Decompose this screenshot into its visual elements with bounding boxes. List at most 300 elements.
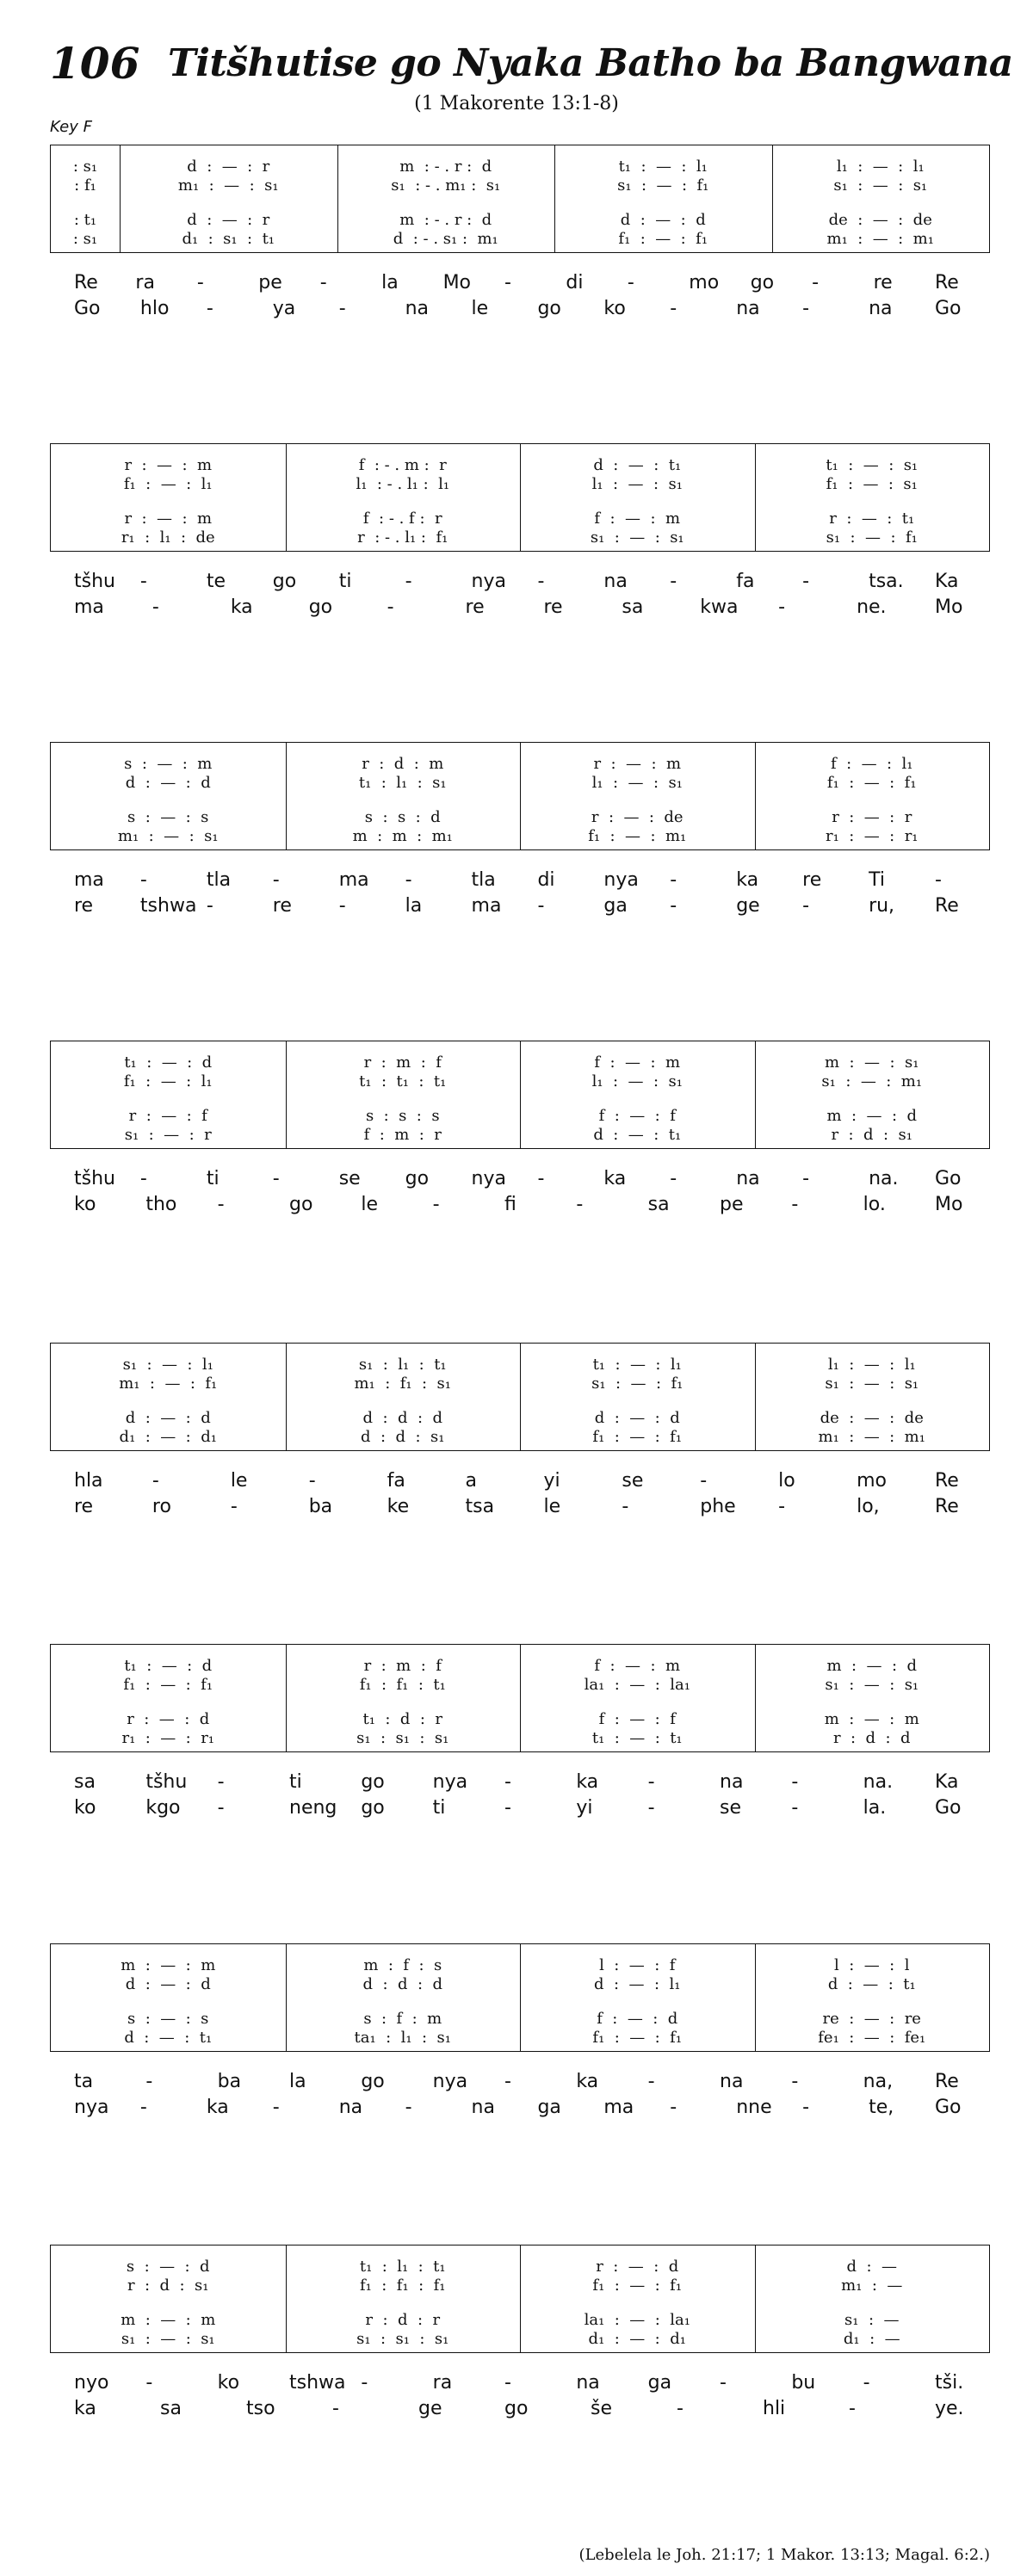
lyric-syllable: go bbox=[504, 2398, 529, 2419]
note-tenor: : t₁ bbox=[73, 211, 97, 229]
note-bass: d₁ : — : d₁ bbox=[119, 1428, 217, 1446]
lyric-syllable: Re bbox=[935, 895, 959, 917]
lyric-syllable: go bbox=[308, 596, 333, 618]
note-alto: l₁ : — : s₁ bbox=[591, 1072, 683, 1090]
lyric-syllable: bu bbox=[791, 2372, 816, 2394]
note-bass: m₁ : — : m₁ bbox=[826, 230, 934, 248]
note-bass: r₁ : — : r₁ bbox=[825, 827, 919, 845]
note-alto: f₁ : f₁ : t₁ bbox=[359, 1676, 446, 1694]
lyric-syllable: na bbox=[471, 2097, 495, 2118]
lyric-syllable: nya bbox=[603, 869, 639, 891]
note-bass: d₁ : — : d₁ bbox=[588, 2330, 686, 2348]
lyric-line bbox=[50, 2097, 990, 2148]
note-alto: d : — : d bbox=[125, 774, 211, 792]
lyric-syllable: Ka bbox=[935, 571, 959, 592]
lyric-syllable: hla bbox=[74, 1470, 103, 1492]
barline bbox=[286, 1041, 287, 1148]
note-bass: r₁ : — : r₁ bbox=[121, 1729, 215, 1747]
note-soprano: d : — bbox=[846, 2258, 897, 2276]
lyric-syllable: Go bbox=[935, 1797, 962, 1819]
note-tenor: s₁ : — bbox=[844, 2311, 900, 2329]
note-bass: s₁ : — : s₁ bbox=[590, 528, 684, 547]
lyric-syllable: - bbox=[405, 2097, 412, 2118]
barline bbox=[755, 743, 756, 849]
note-tenor: r : — : d bbox=[127, 1710, 210, 1728]
note-tenor: d : — : d bbox=[594, 1409, 680, 1427]
note-bass: f₁ : — : f₁ bbox=[592, 1428, 683, 1446]
lyric-syllable: na bbox=[720, 2071, 744, 2092]
note-soprano: t₁ : — : l₁ bbox=[592, 1356, 682, 1374]
note-bass: m : m : m₁ bbox=[352, 827, 453, 845]
lyric-syllable: - bbox=[338, 298, 346, 319]
note-tenor: m : - . r : d bbox=[399, 211, 492, 229]
note-alto: m₁ : f₁ : s₁ bbox=[354, 1374, 452, 1393]
lyric-syllable: kgo bbox=[145, 1797, 181, 1819]
note-tenor: m : — : m bbox=[121, 2311, 216, 2329]
lyric-syllable: hlo bbox=[139, 298, 170, 319]
lyric-syllable: ra bbox=[135, 272, 155, 293]
lyric-syllable: ti bbox=[432, 1797, 446, 1819]
scripture-reference: (1 Makorente 13:1-8) bbox=[414, 93, 619, 114]
lyric-syllable: te, bbox=[869, 2097, 894, 2118]
note-bass: fe₁ : — : fe₁ bbox=[818, 2029, 926, 2047]
note-soprano: r : — : m bbox=[124, 456, 213, 474]
lyric-syllable: - bbox=[152, 596, 159, 618]
barline bbox=[772, 145, 773, 252]
lyric-syllable: na. bbox=[863, 1771, 894, 1793]
note-tenor: t₁ : d : r bbox=[362, 1710, 442, 1728]
note-soprano: s : — : m bbox=[124, 755, 213, 773]
barline bbox=[286, 444, 287, 551]
note-tenor: la₁ : — : la₁ bbox=[584, 2311, 690, 2329]
lyric-syllable: - bbox=[627, 272, 634, 293]
lyric-syllable: go bbox=[289, 1194, 313, 1215]
lyric-line bbox=[50, 596, 990, 648]
note-bass: f : m : r bbox=[363, 1126, 442, 1144]
lyric-syllable: ka bbox=[206, 2097, 229, 2118]
lyric-syllable: ge bbox=[736, 895, 760, 917]
barline bbox=[520, 444, 521, 551]
lyric-syllable: tshwa bbox=[139, 895, 197, 917]
lyric-syllable: ko bbox=[74, 1194, 96, 1215]
note-tenor: f : — : f bbox=[598, 1107, 676, 1125]
lyric-syllable: - bbox=[308, 1470, 316, 1492]
lyric-syllable: - bbox=[791, 1771, 799, 1793]
lyric-syllable: la bbox=[289, 2071, 306, 2092]
lyric-syllable: - bbox=[537, 1168, 545, 1189]
barline bbox=[755, 1645, 756, 1751]
barline bbox=[120, 145, 121, 252]
lyric-syllable: go bbox=[361, 2071, 385, 2092]
note-soprano: r : — : d bbox=[596, 2258, 679, 2276]
lyric-syllable: ga bbox=[537, 2097, 561, 2118]
lyric-syllable: re bbox=[74, 895, 94, 917]
staff-box bbox=[50, 1943, 990, 2052]
lyric-syllable: pe bbox=[258, 272, 282, 293]
footnote: (Lebelela le Joh. 21:17; 1 Makor. 13:13; Magal. 6:2.) bbox=[578, 2546, 990, 2564]
staff-box bbox=[50, 1644, 990, 1752]
lyric-syllable: ma bbox=[74, 596, 104, 618]
lyric-syllable: tla bbox=[206, 869, 232, 891]
note-bass: r : d : s₁ bbox=[831, 1126, 912, 1144]
note-tenor: r : — : m bbox=[124, 510, 213, 528]
lyric-syllable: - bbox=[863, 2372, 870, 2394]
note-alto: t₁ : t₁ : t₁ bbox=[359, 1072, 447, 1090]
lyric-syllable: - bbox=[647, 1797, 655, 1819]
barline bbox=[286, 1645, 287, 1751]
note-alto: s₁ : — : s₁ bbox=[825, 1676, 919, 1694]
lyric-syllable: tsa bbox=[465, 1496, 495, 1517]
lyric-syllable: go bbox=[750, 272, 775, 293]
staff-box bbox=[50, 742, 990, 850]
lyric-syllable: ka bbox=[576, 2071, 599, 2092]
lyric-syllable: phe bbox=[700, 1496, 736, 1517]
lyric-syllable: - bbox=[139, 571, 147, 592]
lyric-syllable: - bbox=[622, 1496, 629, 1517]
lyric-syllable: - bbox=[217, 1194, 225, 1215]
lyric-syllable: kwa bbox=[700, 596, 739, 618]
lyric-syllable: - bbox=[217, 1771, 225, 1793]
lyric-syllable: ga bbox=[603, 895, 628, 917]
lyric-syllable: ra bbox=[432, 2372, 453, 2394]
note-alto: d : d : d bbox=[362, 1975, 442, 1993]
note-bass: f₁ : — : f₁ bbox=[592, 2029, 683, 2047]
lyric-syllable: - bbox=[802, 571, 810, 592]
lyric-syllable: - bbox=[196, 272, 204, 293]
note-soprano: d : — : t₁ bbox=[593, 456, 682, 474]
lyric-syllable: pe bbox=[720, 1194, 744, 1215]
note-tenor: s : — : s bbox=[127, 808, 209, 826]
lyric-syllable: go bbox=[361, 1771, 385, 1793]
lyric-syllable: le bbox=[361, 1194, 378, 1215]
note-tenor: f : — : d bbox=[597, 2010, 678, 2028]
lyric-syllable: - bbox=[670, 869, 677, 891]
note-alto: f₁ : — : f₁ bbox=[826, 774, 917, 792]
key-signature: Key F bbox=[50, 118, 92, 136]
lyric-syllable: Go bbox=[935, 298, 962, 319]
lyric-syllable: se bbox=[720, 1797, 741, 1819]
note-soprano: l₁ : — : l₁ bbox=[836, 158, 925, 176]
barline bbox=[337, 145, 338, 252]
lyric-syllable: - bbox=[700, 1470, 708, 1492]
lyric-syllable: na bbox=[576, 2372, 600, 2394]
lyric-syllable: na bbox=[869, 298, 893, 319]
note-bass: d : — : t₁ bbox=[124, 2029, 213, 2047]
lyric-syllable: nya bbox=[471, 1168, 506, 1189]
lyric-syllable: la. bbox=[863, 1797, 887, 1819]
note-soprano: l : — : f bbox=[599, 1956, 676, 1974]
note-alto: s₁ : - . m₁ : s₁ bbox=[391, 176, 501, 195]
lyric-syllable: - bbox=[319, 272, 327, 293]
note-soprano: t₁ : — : s₁ bbox=[826, 456, 919, 474]
note-tenor: s : f : m bbox=[363, 2010, 442, 2028]
lyric-syllable: ru, bbox=[869, 895, 895, 917]
lyric-syllable: nyo bbox=[74, 2372, 109, 2394]
lyric-syllable: go bbox=[537, 298, 561, 319]
note-bass: m₁ : — : m₁ bbox=[818, 1428, 925, 1446]
lyric-syllable: ba bbox=[217, 2071, 242, 2092]
note-bass: f₁ : — : m₁ bbox=[588, 827, 687, 845]
lyric-syllable: Ka bbox=[935, 1771, 959, 1793]
lyric-syllable: na bbox=[338, 2097, 363, 2118]
note-alto: l₁ : — : s₁ bbox=[591, 774, 683, 792]
note-alto: d : — : d bbox=[125, 1975, 211, 1993]
note-bass: d₁ : s₁ : t₁ bbox=[182, 230, 275, 248]
lyric-syllable: le bbox=[471, 298, 489, 319]
lyric-syllable: Go bbox=[935, 1168, 962, 1189]
lyric-syllable: na bbox=[603, 571, 628, 592]
lyric-syllable: Go bbox=[935, 2097, 962, 2118]
lyric-syllable: - bbox=[670, 895, 677, 917]
lyric-line bbox=[50, 1797, 990, 1849]
lyric-syllable: - bbox=[139, 869, 147, 891]
note-bass: r : d : d bbox=[832, 1729, 911, 1747]
lyric-syllable: tšhu bbox=[145, 1771, 188, 1793]
lyric-syllable: - bbox=[670, 1168, 677, 1189]
lyric-syllable: mo bbox=[689, 272, 720, 293]
barline bbox=[755, 1041, 756, 1148]
note-alto: s₁ : — : s₁ bbox=[825, 1374, 919, 1393]
barline bbox=[755, 2246, 756, 2352]
lyric-syllable: - bbox=[778, 596, 786, 618]
lyric-syllable: ne. bbox=[857, 596, 887, 618]
lyric-syllable: mo bbox=[857, 1470, 887, 1492]
note-alto: d : — : l₁ bbox=[594, 1975, 681, 1993]
staff-box bbox=[50, 145, 990, 253]
note-tenor: s : s : d bbox=[364, 808, 441, 826]
lyric-syllable: - bbox=[778, 1496, 786, 1517]
lyric-syllable: - bbox=[332, 2398, 339, 2419]
lyric-syllable: - bbox=[152, 1470, 159, 1492]
lyric-line bbox=[50, 2398, 990, 2449]
lyric-syllable: - bbox=[361, 2372, 368, 2394]
lyric-syllable: - bbox=[504, 1771, 511, 1793]
lyric-syllable: sa bbox=[160, 2398, 182, 2419]
note-bass: d : — : t₁ bbox=[593, 1126, 682, 1144]
lyric-syllable: nya bbox=[471, 571, 506, 592]
note-alto: t₁ : l₁ : s₁ bbox=[358, 774, 447, 792]
lyric-syllable: nya bbox=[432, 2071, 468, 2092]
lyric-syllable: tho bbox=[145, 1194, 177, 1215]
lyric-syllable: - bbox=[670, 571, 677, 592]
lyric-syllable: ma bbox=[471, 895, 502, 917]
lyric-syllable: tši. bbox=[935, 2372, 964, 2394]
barline bbox=[520, 1944, 521, 2051]
note-alto: s₁ : — : s₁ bbox=[833, 176, 928, 195]
note-tenor: m : — : d bbox=[826, 1107, 917, 1125]
lyric-syllable: na bbox=[736, 298, 760, 319]
lyric-syllable: - bbox=[145, 2372, 153, 2394]
lyric-syllable: tshwa bbox=[289, 2372, 346, 2394]
lyric-syllable: ye. bbox=[935, 2398, 964, 2419]
lyric-syllable: la bbox=[381, 272, 399, 293]
lyric-syllable: - bbox=[791, 1797, 799, 1819]
lyric-syllable: ba bbox=[308, 1496, 333, 1517]
lyric-syllable: lo. bbox=[863, 1194, 886, 1215]
note-alto: f₁ : — : f₁ bbox=[123, 1676, 213, 1694]
note-alto: s₁ : — : m₁ bbox=[821, 1072, 923, 1090]
note-alto: la₁ : — : la₁ bbox=[584, 1676, 690, 1694]
lyric-syllable: - bbox=[802, 895, 810, 917]
lyric-syllable: tšhu bbox=[74, 1168, 115, 1189]
lyric-syllable: - bbox=[387, 596, 394, 618]
barline bbox=[286, 743, 287, 849]
note-soprano: t₁ : — : d bbox=[124, 1657, 213, 1675]
lyric-syllable: fa bbox=[387, 1470, 405, 1492]
note-bass: s₁ : — : r bbox=[124, 1126, 212, 1144]
lyric-syllable: - bbox=[504, 2372, 511, 2394]
lyric-syllable: re bbox=[543, 596, 563, 618]
note-tenor: m : — : m bbox=[824, 1710, 919, 1728]
lyric-syllable: - bbox=[139, 1168, 147, 1189]
note-soprano: s : — : d bbox=[126, 2258, 210, 2276]
lyric-syllable: tla bbox=[471, 869, 496, 891]
note-bass: s₁ : — : s₁ bbox=[121, 2330, 215, 2348]
note-soprano: t₁ : l₁ : t₁ bbox=[359, 2258, 446, 2276]
note-bass: r₁ : l₁ : de bbox=[121, 528, 215, 547]
lyric-syllable: Re bbox=[74, 272, 98, 293]
lyric-syllable: hli bbox=[763, 2398, 786, 2419]
note-tenor: f : - . f : r bbox=[362, 510, 442, 528]
barline bbox=[755, 1944, 756, 2051]
note-bass: d : - . s₁ : m₁ bbox=[393, 230, 498, 248]
lyric-syllable: na, bbox=[863, 2071, 894, 2092]
note-bass: : s₁ bbox=[72, 230, 98, 248]
lyric-syllable: tšhu bbox=[74, 571, 115, 592]
staff-box bbox=[50, 1343, 990, 1451]
note-tenor: d : — : d bbox=[125, 1409, 211, 1427]
lyric-syllable: la bbox=[405, 895, 423, 917]
note-alto: f₁ : — : l₁ bbox=[123, 475, 213, 493]
lyric-syllable: di bbox=[566, 272, 584, 293]
lyric-syllable: - bbox=[677, 2398, 684, 2419]
note-bass: s₁ : — : f₁ bbox=[826, 528, 918, 547]
lyric-syllable: nya bbox=[74, 2097, 109, 2118]
lyric-syllable: Re bbox=[935, 1470, 959, 1492]
lyric-syllable: yi bbox=[576, 1797, 593, 1819]
lyric-syllable: - bbox=[272, 2097, 280, 2118]
lyric-syllable: Re bbox=[935, 272, 959, 293]
note-soprano: f : — : m bbox=[594, 1053, 681, 1072]
lyric-syllable: - bbox=[720, 2372, 727, 2394]
lyric-syllable: - bbox=[338, 895, 346, 917]
lyric-syllable: le bbox=[543, 1496, 561, 1517]
note-tenor: de : — : de bbox=[820, 1409, 924, 1427]
note-tenor: r : — : r bbox=[832, 808, 912, 826]
lyric-syllable: - bbox=[576, 1194, 584, 1215]
note-tenor: d : — : r bbox=[187, 211, 270, 229]
lyric-syllable: ma bbox=[74, 869, 104, 891]
note-tenor: d : d : d bbox=[362, 1409, 442, 1427]
lyric-syllable: ko bbox=[217, 2372, 240, 2394]
lyric-syllable: sa bbox=[647, 1194, 670, 1215]
lyric-syllable: se bbox=[622, 1470, 644, 1492]
lyric-syllable: - bbox=[139, 2097, 147, 2118]
lyric-syllable: - bbox=[791, 2071, 799, 2092]
lyric-syllable: di bbox=[537, 869, 555, 891]
note-alto: d : — : t₁ bbox=[827, 1975, 916, 1993]
lyric-syllable: Go bbox=[74, 298, 101, 319]
lyric-syllable: - bbox=[647, 1771, 655, 1793]
lyric-line bbox=[50, 895, 990, 947]
note-soprano: r : d : m bbox=[362, 755, 444, 773]
note-tenor: r : — : f bbox=[128, 1107, 207, 1125]
note-alto: r : d : s₁ bbox=[127, 2276, 209, 2295]
lyric-syllable: ma bbox=[338, 869, 369, 891]
note-soprano: d : — : r bbox=[187, 158, 270, 176]
hymn-title: Titšhutise go Nyaka Batho ba Bangwana bbox=[168, 41, 1013, 85]
note-soprano: m : — : s₁ bbox=[825, 1053, 919, 1072]
barline bbox=[520, 1041, 521, 1148]
note-bass: f₁ : — : f₁ bbox=[618, 230, 708, 248]
note-tenor: s : s : s bbox=[365, 1107, 440, 1125]
note-tenor: f : — : f bbox=[598, 1710, 676, 1728]
note-alto: f₁ : — : s₁ bbox=[826, 475, 918, 493]
lyric-syllable: - bbox=[935, 869, 942, 891]
lyric-syllable: Mo bbox=[442, 272, 472, 293]
lyric-syllable: - bbox=[405, 571, 412, 592]
note-tenor: d : — : d bbox=[620, 211, 706, 229]
lyric-syllable: še bbox=[591, 2398, 612, 2419]
barline bbox=[520, 743, 521, 849]
lyric-syllable: a bbox=[465, 1470, 478, 1492]
lyric-syllable: - bbox=[145, 2071, 153, 2092]
lyric-syllable: - bbox=[670, 2097, 677, 2118]
staff-box bbox=[50, 443, 990, 552]
lyric-syllable: - bbox=[537, 571, 545, 592]
lyric-syllable: ka bbox=[736, 869, 759, 891]
note-soprano: : s₁ bbox=[72, 158, 98, 176]
lyric-syllable: - bbox=[537, 895, 545, 917]
note-bass: d : d : s₁ bbox=[361, 1428, 445, 1446]
note-tenor: f : — : m bbox=[594, 510, 681, 528]
note-tenor: r : — : t₁ bbox=[829, 510, 915, 528]
barline bbox=[755, 444, 756, 551]
lyric-syllable: - bbox=[504, 272, 511, 293]
lyric-syllable: re bbox=[802, 869, 822, 891]
lyric-syllable: ka bbox=[230, 596, 253, 618]
note-bass: s₁ : s₁ : s₁ bbox=[356, 2330, 449, 2348]
lyric-syllable: - bbox=[206, 298, 213, 319]
note-bass: m₁ : — : s₁ bbox=[117, 827, 219, 845]
note-alto: l₁ : — : s₁ bbox=[591, 475, 683, 493]
note-soprano: f : — : l₁ bbox=[830, 755, 913, 773]
note-tenor: re : — : re bbox=[822, 2010, 921, 2028]
lyric-syllable: fi bbox=[504, 1194, 516, 1215]
lyric-syllable: - bbox=[504, 2071, 511, 2092]
lyric-syllable: ro bbox=[152, 1496, 171, 1517]
lyric-syllable: nne bbox=[736, 2097, 772, 2118]
note-soprano: m : — : d bbox=[826, 1657, 917, 1675]
lyric-syllable: re bbox=[465, 596, 485, 618]
barline bbox=[286, 1344, 287, 1450]
barline bbox=[755, 1344, 756, 1450]
lyric-syllable: - bbox=[272, 1168, 280, 1189]
lyric-syllable: le bbox=[230, 1470, 248, 1492]
lyric-syllable: go bbox=[405, 1168, 430, 1189]
lyric-syllable: Re bbox=[935, 2071, 959, 2092]
barline bbox=[286, 1944, 287, 2051]
lyric-syllable: Re bbox=[935, 1496, 959, 1517]
note-tenor: s : — : s bbox=[127, 2010, 209, 2028]
note-alto: f₁ : — : l₁ bbox=[123, 1072, 213, 1090]
note-soprano: m : — : m bbox=[121, 1956, 216, 1974]
lyric-syllable: tso bbox=[246, 2398, 275, 2419]
note-tenor: r : d : r bbox=[365, 2311, 441, 2329]
lyric-syllable: - bbox=[206, 895, 213, 917]
lyric-syllable: ka bbox=[74, 2398, 96, 2419]
lyric-syllable: - bbox=[670, 298, 677, 319]
